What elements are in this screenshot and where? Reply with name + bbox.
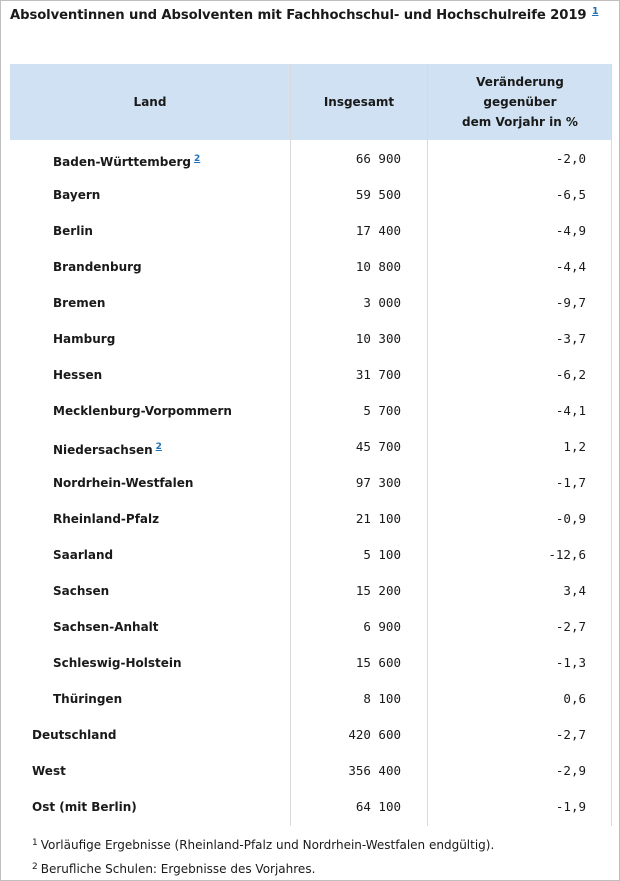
table-header <box>10 64 612 140</box>
land-cell <box>53 285 105 321</box>
footnote-2-number: 2 <box>32 862 38 872</box>
land-cell <box>53 573 109 609</box>
land-name: Niedersachsen <box>53 443 153 457</box>
land-name: Schleswig-Holstein <box>53 656 182 670</box>
header-land: Land <box>133 95 167 109</box>
header-insgesamt: Insgesamt <box>323 95 395 109</box>
table-row <box>10 501 612 537</box>
insgesamt-cell: 17 400 <box>355 223 401 238</box>
land-name: Brandenburg <box>53 260 142 274</box>
insgesamt-cell: 59 500 <box>355 187 401 202</box>
insgesamt-cell: 420 600 <box>348 727 401 742</box>
table-row <box>10 609 612 645</box>
page-title <box>10 6 610 23</box>
land-cell <box>53 465 193 501</box>
land-name: Rheinland-Pfalz <box>53 512 160 526</box>
land-cell <box>53 501 159 537</box>
veraenderung-cell: -6,2 <box>555 367 586 382</box>
land-name: Nordrhein-Westfalen <box>53 476 194 490</box>
land-cell <box>32 717 117 753</box>
header-veraenderung-line-1: Veränderung <box>476 75 564 89</box>
veraenderung-cell: -2,0 <box>555 151 586 166</box>
land-cell <box>53 681 122 717</box>
footnote-ref-link[interactable]: 2 <box>155 442 162 452</box>
insgesamt-cell: 356 400 <box>348 763 401 778</box>
insgesamt-cell: 15 600 <box>355 655 401 670</box>
land-name: Hessen <box>53 368 103 382</box>
land-cell <box>53 645 182 681</box>
veraenderung-cell: 1,2 <box>563 439 586 454</box>
land-cell <box>53 537 113 573</box>
veraenderung-cell: 3,4 <box>563 583 586 598</box>
land-cell <box>53 177 100 213</box>
veraenderung-cell: 0,6 <box>563 691 586 706</box>
insgesamt-cell: 66 900 <box>355 151 401 166</box>
header-veraenderung-line-2: gegenüber <box>483 95 557 109</box>
insgesamt-cell: 3 000 <box>363 295 401 310</box>
table-row <box>10 429 612 465</box>
table-row <box>10 393 612 429</box>
table-row <box>10 465 612 501</box>
land-name: Sachsen <box>53 584 110 598</box>
land-name: Mecklenburg-Vorpommern <box>53 404 232 418</box>
land-name: Ost (mit Berlin) <box>32 800 137 814</box>
table-row <box>10 321 612 357</box>
insgesamt-cell: 5 100 <box>363 547 401 562</box>
table-row <box>10 141 612 177</box>
total-row <box>10 717 612 753</box>
land-cell <box>32 753 66 789</box>
table-row <box>10 177 612 213</box>
land-cell <box>53 249 142 285</box>
table-row <box>10 249 612 285</box>
veraenderung-cell: -9,7 <box>555 295 586 310</box>
insgesamt-cell: 64 100 <box>355 799 401 814</box>
land-name: Bremen <box>53 296 106 310</box>
title-footnote-link[interactable]: 1 <box>591 6 599 17</box>
land-cell <box>53 321 115 357</box>
insgesamt-cell: 45 700 <box>355 439 401 454</box>
footnote-ref-link[interactable]: 2 <box>194 154 201 164</box>
land-name: Berlin <box>53 224 93 238</box>
insgesamt-cell: 6 900 <box>363 619 401 634</box>
land-name: Sachsen-Anhalt <box>53 620 159 634</box>
insgesamt-cell: 5 700 <box>363 403 401 418</box>
land-name: Bayern <box>53 188 101 202</box>
footnote-1 <box>32 832 612 856</box>
table-row <box>10 573 612 609</box>
insgesamt-cell: 10 300 <box>355 331 401 346</box>
footnotes <box>32 832 612 880</box>
land-name: Baden-Württemberg <box>53 155 192 169</box>
veraenderung-cell: -12,6 <box>548 547 586 562</box>
footnote-2 <box>32 856 612 880</box>
land-name: West <box>32 764 66 778</box>
veraenderung-cell: -4,1 <box>555 403 586 418</box>
table-row <box>10 213 612 249</box>
footnote-1-text: Vorläufige Ergebnisse (Rheinland-Pfalz und Nordrhein-Westfalen endgültig). <box>40 838 495 852</box>
land-cell <box>53 429 162 465</box>
land-cell <box>53 609 159 645</box>
table-row <box>10 681 612 717</box>
veraenderung-cell: -2,9 <box>555 763 586 778</box>
footnote-1-number: 1 <box>32 838 38 848</box>
table-row <box>10 537 612 573</box>
land-name: Hamburg <box>53 332 116 346</box>
table-row <box>10 357 612 393</box>
land-cell <box>53 393 232 429</box>
land-name: Saarland <box>53 548 114 562</box>
veraenderung-cell: -1,3 <box>555 655 586 670</box>
land-cell <box>53 213 93 249</box>
title-text: Absolventinnen und Absolventen mit Fachhochschul- und Hochschulreife 2019 <box>10 8 587 23</box>
table-row <box>10 285 612 321</box>
veraenderung-cell: -4,9 <box>555 223 586 238</box>
total-row <box>10 789 612 825</box>
land-cell <box>32 789 137 825</box>
veraenderung-cell: -0,9 <box>555 511 586 526</box>
veraenderung-cell: -2,7 <box>555 619 586 634</box>
table-row <box>10 645 612 681</box>
veraenderung-cell: -6,5 <box>555 187 586 202</box>
veraenderung-cell: -2,7 <box>555 727 586 742</box>
land-name: Thüringen <box>53 692 123 706</box>
land-cell <box>53 357 102 393</box>
insgesamt-cell: 97 300 <box>355 475 401 490</box>
land-name: Deutschland <box>32 728 117 742</box>
footnote-2-text: Berufliche Schulen: Ergebnisse des Vorjahres. <box>40 862 316 876</box>
insgesamt-cell: 31 700 <box>355 367 401 382</box>
veraenderung-cell: -1,9 <box>555 799 586 814</box>
land-cell <box>53 141 200 177</box>
insgesamt-cell: 10 800 <box>355 259 401 274</box>
header-veraenderung <box>428 64 612 140</box>
header-veraenderung-line-3: dem Vorjahr in % <box>462 115 578 129</box>
insgesamt-cell: 15 200 <box>355 583 401 598</box>
veraenderung-cell: -3,7 <box>555 331 586 346</box>
insgesamt-cell: 21 100 <box>355 511 401 526</box>
total-row <box>10 753 612 789</box>
veraenderung-cell: -1,7 <box>555 475 586 490</box>
insgesamt-cell: 8 100 <box>363 691 401 706</box>
veraenderung-cell: -4,4 <box>555 259 586 274</box>
